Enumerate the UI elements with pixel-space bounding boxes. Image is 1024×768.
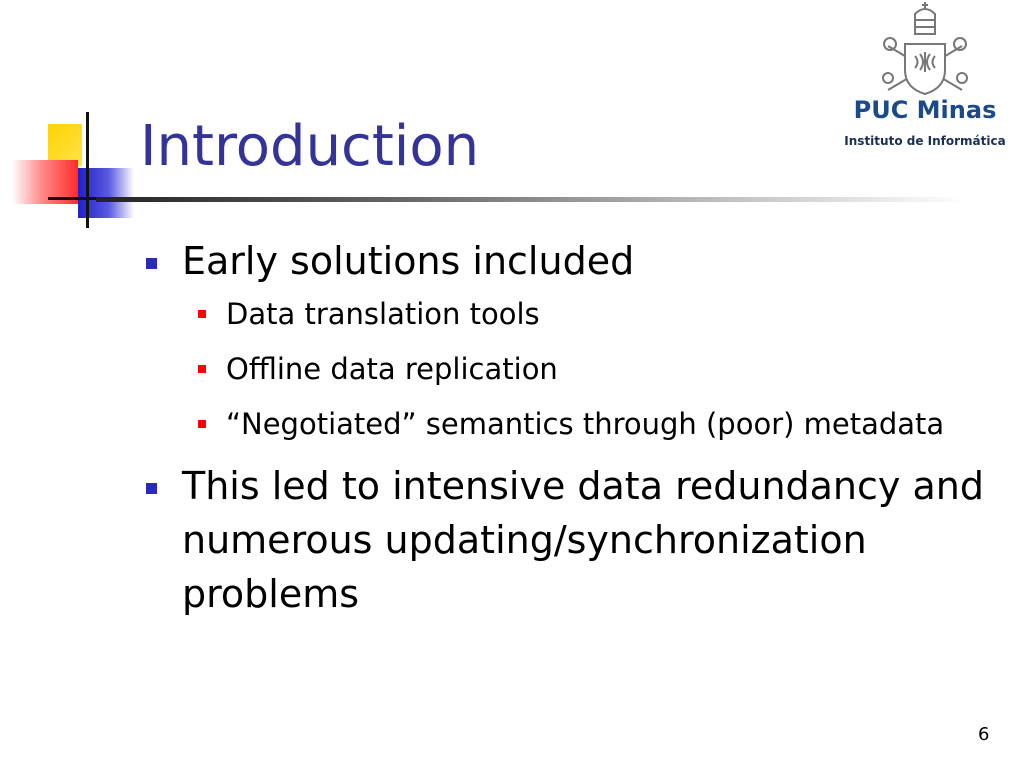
sub-bullet-text: Data translation tools bbox=[226, 297, 540, 331]
sub-bullet-list bbox=[182, 294, 1010, 444]
coat-of-arms-icon bbox=[868, 0, 982, 96]
sub-bullet-text: “Negotiated” semantics through (poor) metadata bbox=[226, 407, 945, 441]
university-logo bbox=[838, 0, 1012, 150]
sub-bullet-item bbox=[182, 349, 1010, 389]
corner-decoration bbox=[0, 0, 160, 240]
vertical-line-decoration bbox=[86, 112, 89, 228]
square-bullet-icon bbox=[198, 420, 206, 428]
sub-bullet-item bbox=[182, 294, 1010, 334]
bullet-text: Early solutions included bbox=[182, 239, 635, 283]
sub-bullet-item bbox=[182, 404, 1010, 444]
slide-content bbox=[140, 234, 1010, 627]
logo-name: PUC Minas bbox=[853, 96, 997, 124]
title-underline bbox=[96, 197, 966, 202]
page-number: 6 bbox=[978, 724, 990, 745]
bullet-item bbox=[140, 459, 1010, 621]
slide-title: Introduction bbox=[140, 114, 480, 179]
horizontal-line-decoration bbox=[48, 197, 98, 200]
bullet-item bbox=[140, 234, 1010, 288]
square-bullet-icon bbox=[146, 258, 157, 269]
bullet-text: This led to intensive data redundancy and numerous updating/synchronization problems bbox=[182, 464, 984, 616]
logo-subtitle: Instituto de Informática bbox=[844, 134, 1006, 148]
square-bullet-icon bbox=[198, 310, 206, 318]
square-bullet-icon bbox=[198, 365, 206, 373]
square-bullet-icon bbox=[146, 483, 157, 494]
sub-bullet-text: Offline data replication bbox=[226, 352, 558, 386]
